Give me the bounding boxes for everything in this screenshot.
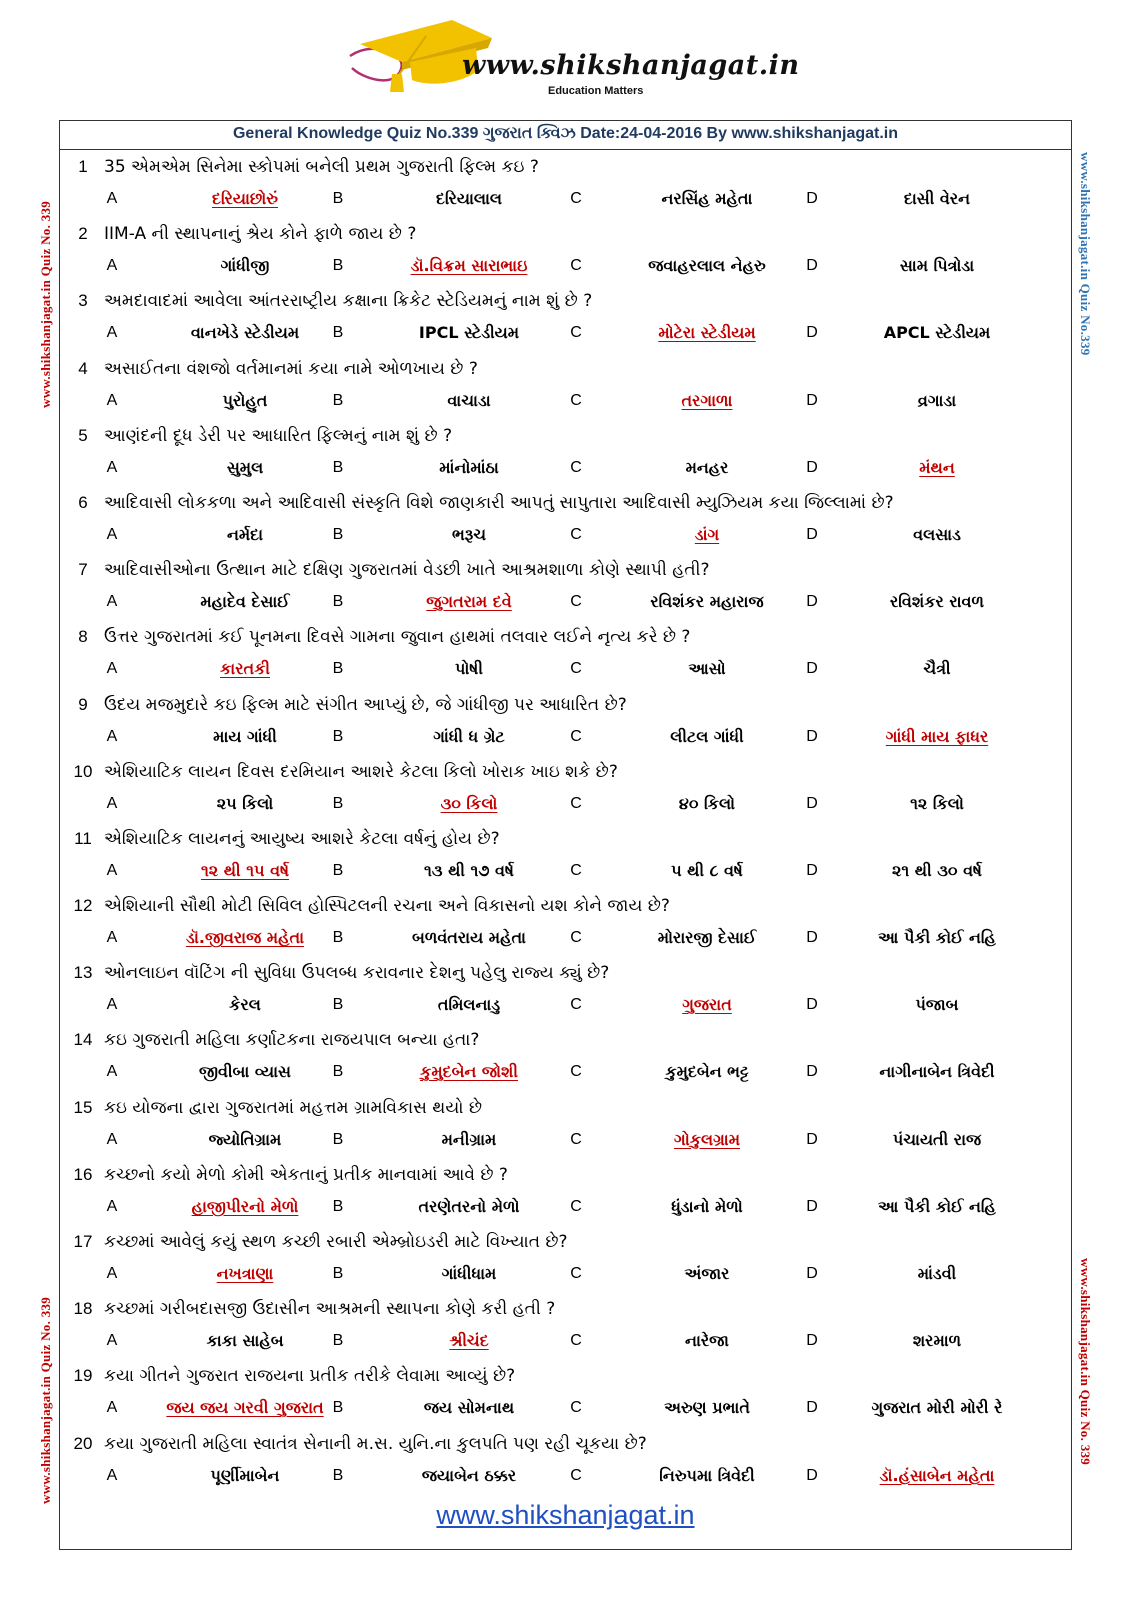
option-a-label: A	[106, 190, 118, 207]
option-a-label: A	[106, 794, 118, 812]
question-number: 9	[78, 694, 88, 714]
question-number: 12	[73, 896, 93, 916]
option-d-value: પંચાયતી રાજ	[892, 1129, 982, 1149]
option-c-value: નારેજા	[685, 1331, 729, 1351]
question-list	[60, 150, 1071, 1494]
option-d-label: D	[806, 1197, 818, 1215]
options-row	[60, 1125, 1071, 1155]
option-c-value: નરસિંહ મહેતા	[661, 189, 753, 208]
option-b-value: તમિલનાડુ	[437, 995, 501, 1015]
question-item	[60, 352, 1071, 419]
option-b-value: મનીગ્રામ	[441, 1129, 497, 1149]
option-a-value: કાકા સાહેબ	[206, 1331, 284, 1351]
question-text: કચ્છમાં ગરીબદાસજી ઉદાસીન આશ્રમની સ્થાપના કોણે કરી હતી ?	[104, 1299, 556, 1320]
correct-answer-option: ગુજરાત	[682, 995, 732, 1015]
option-d-value: વ્રગાડા	[917, 390, 957, 410]
correct-answer-option: કારતકી	[220, 659, 270, 679]
option-a-label: A	[106, 996, 118, 1014]
option-a-label: A	[106, 257, 118, 275]
correct-answer-option: હાજીપીરનો મેળો	[191, 1196, 299, 1216]
option-c-label: C	[570, 929, 582, 947]
option-a-label: A	[106, 458, 118, 476]
option-b-label: B	[332, 458, 344, 476]
option-c-label: C	[570, 1332, 582, 1350]
option-c-label: C	[570, 190, 582, 207]
question-item	[60, 486, 1071, 553]
option-c-value: અંજાર	[684, 1264, 730, 1283]
option-c-value: ધુંડાનો મેળો	[671, 1196, 743, 1216]
option-b-label: B	[332, 391, 344, 409]
option-c-label: C	[570, 1265, 582, 1282]
question-number: 1	[78, 157, 88, 176]
options-row	[60, 184, 1071, 214]
question-item	[60, 1023, 1071, 1090]
question-text: ઓનલાઇન વૉટિંગ ની સુવિધા ઉપલબ્ધ કરાવનાર દેશનુ પહેલુ રાજ્ય ક્યું છે?	[104, 963, 610, 984]
option-d-value: માંડવી	[917, 1264, 957, 1283]
correct-answer-option: ૩૦ કિલો	[440, 793, 498, 813]
option-a-label: A	[106, 1130, 118, 1148]
option-d-value: સામ પિત્રોડા	[899, 256, 975, 276]
option-b-value: બળવંતરાય મહેતા	[412, 928, 526, 948]
option-c-label: C	[570, 324, 582, 342]
correct-answer-option: કુમુદબેન જોશી	[420, 1062, 518, 1082]
option-b-value: માંનોમાંઠા	[439, 457, 499, 477]
option-b-label: B	[332, 257, 344, 275]
option-d-value: વલસાડ	[913, 524, 961, 544]
question-item	[60, 822, 1071, 889]
option-d-value: APCL સ્ટેડીયમ	[883, 323, 991, 343]
option-a-label: A	[106, 1466, 118, 1484]
option-b-value: વાચાડા	[447, 390, 491, 410]
question-item	[60, 1292, 1071, 1359]
question-number: 18	[73, 1299, 93, 1319]
options-row	[60, 587, 1071, 617]
side-label-right-top: www.shikshanjagat.in Quiz No.339	[1078, 152, 1093, 356]
question-item	[60, 620, 1071, 687]
option-b-value: ૧૩ થી ૧૭ વર્ષ	[424, 860, 514, 880]
question-text: કયા ગીતને ગુજરાત રાજયના પ્રતીક તરીકે લેવામા આવ્યું છે?	[104, 1366, 516, 1387]
option-a-label: A	[106, 660, 118, 678]
correct-answer-option: ડૉ.જીવરાજ મહેતા	[185, 928, 305, 948]
correct-answer-option: શ્રીચંદ	[449, 1331, 489, 1351]
option-c-label: C	[570, 727, 582, 745]
option-d-value: ચૈત્રી	[923, 659, 951, 679]
option-b-label: B	[332, 525, 344, 543]
options-row	[60, 1393, 1071, 1423]
option-c-label: C	[570, 525, 582, 543]
option-b-label: B	[332, 593, 344, 611]
option-a-label: A	[106, 1197, 118, 1215]
option-a-value: વાનખેડે સ્ટેડીયમ	[190, 323, 300, 343]
option-d-label: D	[806, 1466, 818, 1484]
question-number: 14	[73, 1030, 93, 1050]
option-a-value: જ્યોતિગ્રામ	[208, 1129, 282, 1149]
correct-answer-option: મોટેરા સ્ટેડીયમ	[658, 323, 756, 343]
options-row	[60, 1192, 1071, 1222]
option-d-value: દાસી વેરન	[903, 189, 971, 208]
option-b-label: B	[332, 324, 344, 342]
question-text: ઉદય મજમુદારે કઇ ફિલ્મ માટે સંગીત આપ્યું છે, જે ગાંધીજી પર આધારિત છે?	[104, 694, 627, 715]
question-number: 19	[73, 1366, 93, 1386]
option-b-value: દરિયાલાલ	[436, 189, 502, 208]
option-a-value: કેરલ	[229, 995, 261, 1015]
question-text: કચ્છનો કયો મેળો કોમી એકતાનું પ્રતીક માનવામાં આવે છે ?	[104, 1164, 508, 1185]
question-number: 13	[73, 963, 93, 983]
option-c-label: C	[570, 996, 582, 1014]
question-number: 4	[78, 358, 88, 378]
option-a-label: A	[106, 861, 118, 879]
option-d-label: D	[806, 324, 818, 342]
option-d-value: ૨૧ થી ૩૦ વર્ષ	[892, 860, 982, 880]
question-text: અમદાવાદમાં આવેલા આંતરરાષ્ટ્રીય કક્ષાના ક્રિકેટ સ્ટેડિયમનું નામ શું છે ?	[104, 291, 593, 312]
option-c-label: C	[570, 1197, 582, 1215]
option-b-value: જયાબેન ઠક્કર	[421, 1465, 517, 1485]
option-b-label: B	[332, 1130, 344, 1148]
quiz-header-title: General Knowledge Quiz No.339 ગુજરાત ક્વિઝ Date:24-04-2016 By www.shikshanjagat.in	[59, 120, 1072, 150]
option-b-value: પોષી	[455, 659, 483, 679]
option-a-label: A	[106, 1399, 118, 1417]
option-d-label: D	[806, 257, 818, 275]
correct-answer-option: દરિયાછોરું	[212, 189, 278, 208]
question-text: આદિવાસીઓના ઉત્થાન માટે દક્ષિણ ગુજરાતમાં વેડછી ખાતે આશ્રમશાળા કોણે સ્થાપી હતી?	[104, 560, 710, 581]
correct-answer-option: મંથન	[919, 457, 955, 477]
option-c-label: C	[570, 391, 582, 409]
option-b-label: B	[332, 1197, 344, 1215]
option-d-label: D	[806, 996, 818, 1014]
options-row	[60, 1326, 1071, 1356]
option-b-label: B	[332, 794, 344, 812]
correct-answer-option: જય જય ગરવી ગુજરાત	[166, 1398, 324, 1418]
option-c-value: મોરારજી દેસાઈ	[657, 928, 757, 948]
question-number: 16	[73, 1164, 93, 1184]
question-number: 17	[73, 1232, 93, 1251]
option-a-value: જીવીબા વ્યાસ	[199, 1062, 291, 1082]
question-item	[60, 688, 1071, 755]
option-a-value: માય ગાંધી	[213, 726, 277, 746]
option-d-label: D	[806, 660, 818, 678]
question-item	[60, 1091, 1071, 1158]
option-a-value: ૨૫ કિલો	[216, 793, 274, 813]
options-row	[60, 1057, 1071, 1087]
question-text: IIM-A ની સ્થાપનાનું શ્રેય કોને ફાળે જાય છે ?	[104, 224, 417, 245]
question-item	[60, 889, 1071, 956]
option-d-label: D	[806, 458, 818, 476]
question-number: 20	[73, 1433, 93, 1453]
logo-text: www.shikshanjagat.in	[462, 50, 800, 81]
question-item	[60, 150, 1071, 217]
option-c-value: ૪૦ કિલો	[678, 793, 736, 813]
option-d-label: D	[806, 593, 818, 611]
option-c-label: C	[570, 861, 582, 879]
option-b-label: B	[332, 1466, 344, 1484]
footer-website-link[interactable]: www.shikshanjagat.in	[436, 1500, 695, 1530]
options-row	[60, 386, 1071, 416]
options-row	[60, 856, 1071, 886]
option-d-label: D	[806, 1130, 818, 1148]
question-text: એશિયાટિક લાયનનું આયુષ્ય આશરે કેટલા વર્ષનું હોય છે?	[104, 828, 500, 849]
option-d-value: પંજાબ	[915, 995, 959, 1015]
options-row	[60, 990, 1071, 1020]
option-d-label: D	[806, 794, 818, 812]
option-d-label: D	[806, 1063, 818, 1081]
option-a-value: ગાંધીજી	[220, 256, 270, 276]
question-text: એશિયાટિક લાયન દિવસ દરમિયાન આશરે કેટલા કિલો ખોરાક ખાઇ શકે છે?	[104, 761, 618, 782]
question-item	[60, 755, 1071, 822]
option-d-label: D	[806, 391, 818, 409]
question-text: ઉત્તર ગુજરાતમાં કઈ પૂનમના દિવસે ગામના જુવાન હાથમાં તલવાર લઈને નૃત્ય કરે છે ?	[104, 627, 691, 648]
option-d-value: નાગીનાબેન ત્રિવેદી	[879, 1062, 995, 1082]
option-b-value: IPCL સ્ટેડીયમ	[418, 323, 520, 343]
question-text: કયા ગુજરાતી મહિલા સ્વાતંત્ર સેનાની મ.સ. યુનિ.ના કુલપતિ પણ રહી ચૂકયા છે?	[104, 1433, 647, 1454]
correct-answer-option: ડૉ.વિક્રમ સારાભાઇ	[410, 256, 528, 276]
option-a-label: A	[106, 525, 118, 543]
question-number: 10	[73, 761, 93, 781]
option-b-label: B	[332, 929, 344, 947]
option-c-value: નિરુપમા ત્રિવેદી	[659, 1465, 755, 1485]
option-b-label: B	[332, 660, 344, 678]
option-d-label: D	[806, 929, 818, 947]
option-a-label: A	[106, 324, 118, 342]
options-row	[60, 520, 1071, 550]
question-number: 6	[78, 492, 88, 512]
question-number: 3	[78, 291, 88, 311]
options-row	[60, 923, 1071, 953]
correct-answer-option: જુગતરામ દવે	[426, 592, 512, 612]
option-b-value: તરણેતરનો મેળો	[418, 1196, 520, 1216]
options-row	[60, 251, 1071, 281]
question-number: 5	[78, 425, 88, 445]
question-number: 2	[78, 224, 88, 244]
question-text: કઇ ગુજરાતી મહિલા કર્ણાટકના રાજયપાલ બન્યા હતા?	[104, 1030, 480, 1051]
question-text: આણંદની દૂધ ડેરી પર આધારિત ફિલ્મનું નામ શું છે ?	[104, 425, 453, 446]
option-c-label: C	[570, 593, 582, 611]
option-d-label: D	[806, 1332, 818, 1350]
option-a-value: મહાદેવ દેસાઈ	[200, 592, 290, 612]
option-c-value: રવિશંકર મહારાજ	[650, 592, 764, 612]
correct-answer-option: ડૉ.હંસાબેન મહેતા	[879, 1465, 995, 1485]
option-c-label: C	[570, 1130, 582, 1148]
option-a-label: A	[106, 1332, 118, 1350]
question-item	[60, 217, 1071, 284]
side-label-right-bottom: www.shikshanjagat.in Quiz No. 339	[1078, 1258, 1093, 1466]
question-text: આદિવાસી લોકકળા અને આદિવાસી સંસ્કૃતિ વિશે જાણકારી આપતું સાપુતારા આદિવાસી મ્યુઝિયમ કયા જિલ્લામાં છે?	[104, 492, 894, 513]
option-d-value: રવિશંકર રાવળ	[890, 592, 984, 612]
option-d-label: D	[806, 190, 818, 207]
option-b-value: ગાંધી ધ ગ્રેટ	[433, 726, 505, 746]
option-c-label: C	[570, 660, 582, 678]
option-c-label: C	[570, 794, 582, 812]
question-number: 15	[73, 1097, 93, 1117]
options-row	[60, 453, 1071, 483]
option-c-label: C	[570, 458, 582, 476]
option-c-label: C	[570, 257, 582, 275]
option-b-value: જય સોમનાથ	[423, 1398, 515, 1418]
option-d-value: આ પૈકી કોઈ નહિ	[878, 1196, 996, 1216]
option-c-label: C	[570, 1466, 582, 1484]
question-text: કઇ યોજના દ્વારા ગુજરાતમાં મહત્તમ ગ્રામવિકાસ થયો છે	[104, 1097, 483, 1118]
option-a-label: A	[106, 391, 118, 409]
option-a-label: A	[106, 727, 118, 745]
option-c-value: કુમુદબેન ભટ્ટ	[665, 1062, 749, 1082]
option-d-value: આ પૈકી કોઈ નહિ	[878, 928, 996, 948]
option-a-value: પુરોહુત	[222, 390, 268, 410]
options-row	[60, 789, 1071, 819]
option-c-value: લીટલ ગાંધી	[670, 726, 744, 746]
option-b-value: ગાંધીધામ	[441, 1264, 497, 1283]
option-a-label: A	[106, 1063, 118, 1081]
option-b-label: B	[332, 727, 344, 745]
option-c-value: આસો	[688, 659, 726, 679]
correct-answer-option: ૧૨ થી ૧૫ વર્ષ	[200, 860, 290, 880]
option-c-label: C	[570, 1063, 582, 1081]
correct-answer-option: ગોકુલગ્રામ	[674, 1129, 740, 1149]
question-item	[60, 956, 1071, 1023]
option-a-label: A	[106, 1265, 118, 1282]
correct-answer-option: ડાંગ	[694, 524, 720, 544]
option-a-value: નર્મદા	[226, 524, 264, 544]
question-item	[60, 1225, 1071, 1292]
option-d-label: D	[806, 861, 818, 879]
question-item	[60, 553, 1071, 620]
correct-answer-option: નખત્રાણા	[216, 1264, 274, 1283]
option-a-label: A	[106, 929, 118, 947]
options-row	[60, 1461, 1071, 1491]
option-c-value: જવાહરલાલ નેહરુ	[648, 256, 766, 276]
option-b-label: B	[332, 996, 344, 1014]
option-a-value: સુમુલ	[226, 457, 264, 477]
option-b-label: B	[332, 1265, 344, 1282]
side-label-left-bottom: www.shikshanjagat.in Quiz No. 339	[38, 1296, 53, 1504]
option-b-label: B	[332, 1399, 344, 1417]
question-text: એશિયાની સૌથી મોટી સિવિલ હોસ્પિટલની રચના અને વિકાસનો યશ કોને જાય છે?	[104, 896, 670, 917]
option-b-label: B	[332, 1332, 344, 1350]
options-row	[60, 318, 1071, 348]
option-b-label: B	[332, 190, 344, 207]
option-b-label: B	[332, 1063, 344, 1081]
question-number: 7	[78, 560, 88, 580]
option-c-value: મનહર	[685, 457, 729, 477]
option-d-value: ગુજરાત મોરી મોરી રે	[871, 1398, 1003, 1418]
option-d-label: D	[806, 525, 818, 543]
options-row	[60, 722, 1071, 752]
question-text: અસાઈતના વંશજો વર્તમાનમાં કયા નામે ઓળખાય છે ?	[104, 358, 478, 379]
question-item	[60, 284, 1071, 351]
option-d-value: શરમાળ	[912, 1331, 962, 1351]
options-row	[60, 1259, 1071, 1289]
option-c-label: C	[570, 1399, 582, 1417]
option-c-value: અરુણ પ્રભાતે	[664, 1398, 750, 1418]
option-b-value: ભરૂચ	[451, 524, 487, 544]
question-item	[60, 1359, 1071, 1426]
option-b-label: B	[332, 861, 344, 879]
option-a-value: પૂર્ણીમાબેન	[210, 1465, 280, 1485]
question-item	[60, 1158, 1071, 1225]
question-text: 35 એમએમ સિનેમા સ્કોપમાં બનેલી પ્રથમ ગુજરાતી ફિલ્મ કઇ ?	[104, 157, 539, 177]
option-d-label: D	[806, 1399, 818, 1417]
correct-answer-option: તરગાળા	[681, 390, 733, 410]
question-text: કચ્છમાં આવેલું કયું સ્થળ કચ્છી રબારી એમ્બ્રોઇડરી માટે વિખ્યાત છે?	[104, 1232, 568, 1252]
option-a-label: A	[106, 593, 118, 611]
options-row	[60, 654, 1071, 684]
question-number: 11	[74, 828, 92, 848]
logo-tagline: Education Matters	[548, 85, 644, 97]
option-d-label: D	[806, 1265, 818, 1282]
option-d-label: D	[806, 727, 818, 745]
correct-answer-option: ગાંધી માય ફાધર	[885, 726, 989, 746]
question-item	[60, 419, 1071, 486]
option-d-value: ૧૨ કિલો	[910, 793, 964, 813]
option-c-value: ૫ થી ૮ વર્ષ	[671, 860, 743, 880]
question-item	[60, 1427, 1071, 1494]
question-number: 8	[78, 627, 88, 647]
side-label-left-top: www.shikshanjagat.in Quiz No. 339	[38, 200, 53, 408]
